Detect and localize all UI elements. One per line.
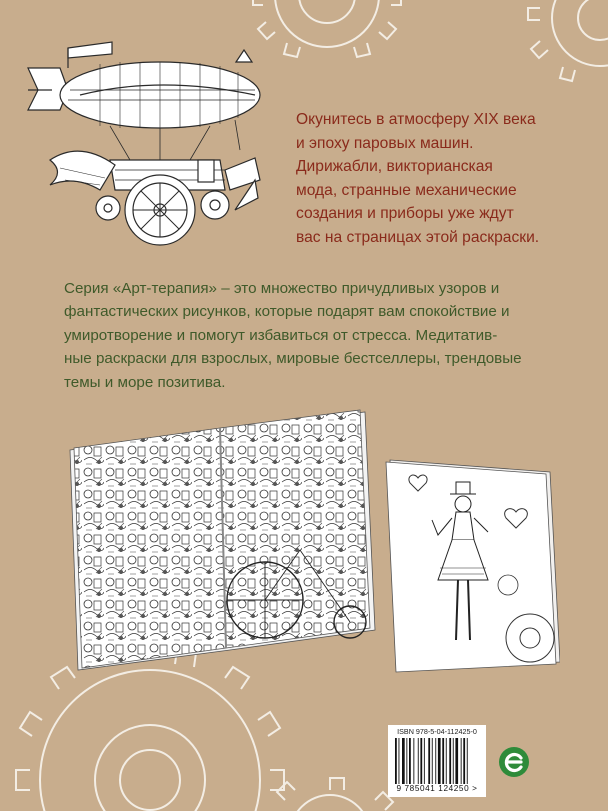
barcode-digits: 9 785041 124250 > [396,784,478,793]
barcode-bar [418,738,419,784]
barcode-bar [467,738,468,784]
barcode-bar [435,738,436,784]
barcode-bar [461,738,462,784]
barcode-bar [438,738,441,784]
barcode-bar [402,738,405,784]
intro-line: и эпоху паровых машин. [296,134,474,152]
airship-illustration [20,40,275,250]
isbn-label: ISBN 978-5-04-112425-0 [397,727,477,736]
intro-line: создания и приборы уже ждут [296,205,514,222]
barcode-bar [395,738,397,784]
series-paragraph [64,277,554,394]
series-line: темы и море позитива. [64,373,226,391]
barcode-bar [442,738,444,784]
barcode-bar [463,738,465,784]
series-line: фантастических рисунков, которые подарят вам спокойствие и [64,303,510,321]
intro-line: мода, странные механические [296,181,517,199]
barcode-bar [409,738,411,784]
barcode-bar [428,738,430,784]
intro-line: вас на страницах этой раскраски. [296,228,540,246]
barcode-bars [394,738,480,784]
barcode-block [388,725,486,797]
barcode-bar [449,738,451,784]
series-line: Серия «Арт-терапия» – это множество причудливых узоров и [64,280,500,297]
series-line: ные раскраски для взрослых, мировые бестселлеры, трендовые [64,350,522,368]
intro-line: Дирижабли, викторианская [296,158,493,175]
barcode-bar [406,738,407,784]
barcode-bar [446,738,447,784]
publisher-logo-icon [497,745,531,779]
barcode-bar [424,738,425,784]
intro-paragraph [296,108,596,249]
barcode-bar [453,738,454,784]
barcode-bar [399,738,400,784]
gear-icon [277,778,393,811]
barcode-bar [420,738,422,784]
intro-line: Окунитесь в атмосферу XIX века [296,111,536,128]
barcode-bar [432,738,433,784]
gear-icon [528,0,608,81]
barcode-bar [455,738,458,784]
coloring-books-illustration [60,400,560,690]
coloring-book-left [70,410,375,670]
barcode-bar [413,738,414,784]
series-line: умиротворение и помогут избавиться от стресса. Медитатив- [64,326,498,344]
gear-icon [253,0,401,57]
